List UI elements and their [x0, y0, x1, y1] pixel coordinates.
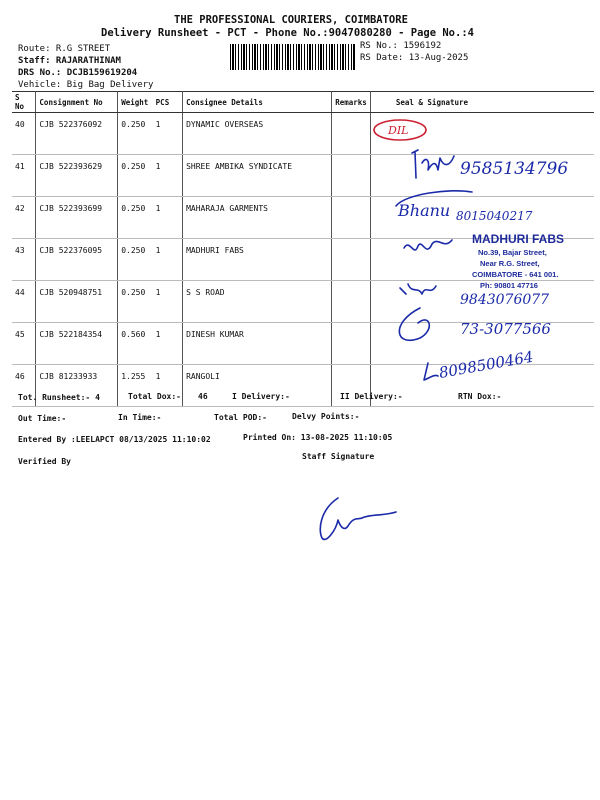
delvy-points-label: Delvy Points:- — [292, 412, 360, 421]
cell-sno: 46 — [12, 365, 36, 407]
row45-phone: 73-3077566 — [460, 320, 551, 338]
cell-sno: 41 — [12, 155, 36, 197]
scribble-signature-icon — [424, 363, 438, 380]
cell-consignee: MADHURI FABS — [183, 239, 332, 281]
verified-by-label: Verified By — [18, 457, 71, 466]
company-name: THE PROFESSIONAL COURIERS, COIMBATORE — [174, 14, 408, 26]
cell-sno: 45 — [12, 323, 36, 365]
scribble-signature-icon — [404, 240, 452, 250]
stamp-line1: No.39, Bajar Street, — [478, 248, 547, 257]
barcode-image — [230, 44, 356, 70]
signature-overlay — [360, 108, 600, 393]
cell-consignment: CJB 522184354 — [36, 323, 118, 365]
cell-pcs: 1 — [153, 197, 183, 239]
cell-weight: 1.255 — [118, 365, 153, 407]
stamp-phone: Ph: 90801 47716 — [480, 281, 538, 290]
col-pcs: PCS — [153, 92, 183, 113]
cell-weight: 0.250 — [118, 113, 153, 155]
stamp-line3: COIMBATORE - 641 001. — [472, 270, 559, 279]
cell-consignment: CJB 522376095 — [36, 239, 118, 281]
cell-consignee: MAHARAJA GARMENTS — [183, 197, 332, 239]
row46-signature — [424, 348, 535, 382]
cell-weight: 0.560 — [118, 323, 153, 365]
out-time-label: Out Time:- — [18, 414, 67, 423]
cell-pcs: 1 — [153, 239, 183, 281]
i-delivery-label: I Delivery:- — [232, 392, 290, 401]
entered-by: Entered By :LEELAPCT 08/13/2025 11:10:02 — [18, 435, 211, 444]
row44-phone: 9843076077 — [460, 292, 550, 308]
cell-consignment: CJB 522376092 — [36, 113, 118, 155]
staff-signature-image — [300, 490, 420, 550]
printed-on: Printed On: 13-08-2025 11:10:05 — [243, 433, 393, 442]
cell-weight: 0.250 — [118, 155, 153, 197]
col-sno: S No — [12, 92, 36, 113]
staff-label: Staff: RAJARATHINAM — [18, 56, 121, 66]
col-weight: Weight — [118, 92, 153, 113]
col-consignee: Consignee Details — [183, 92, 332, 113]
cell-weight: 0.250 — [118, 239, 153, 281]
in-time-label: In Time:- — [118, 413, 162, 422]
staff-signature-label: Staff Signature — [302, 452, 375, 461]
row41-phone: 9585134796 — [460, 159, 569, 179]
rtn-dox-label: RTN Dox:- — [458, 392, 502, 401]
row40-initials: DIL — [388, 124, 409, 137]
row42-signature — [396, 191, 533, 223]
col-seal-signature: Seal & Signature — [370, 92, 594, 113]
cell-pcs: 1 — [153, 281, 183, 323]
cell-pcs: 1 — [153, 155, 183, 197]
row40-signature — [374, 120, 426, 140]
stamp-name: MADHURI FABS — [472, 232, 564, 246]
staff-signature-icon — [320, 498, 396, 539]
rs-number: RS No.: 1596192 — [360, 41, 442, 51]
row41-signature — [412, 150, 568, 179]
row46-phone: 8098500464 — [437, 347, 535, 382]
stamp-line2: Near R.G. Street, — [480, 259, 540, 268]
cell-sno: 42 — [12, 197, 36, 239]
col-remarks: Remarks — [332, 92, 371, 113]
total-dox-label: Total Dox:- — [128, 392, 181, 401]
cell-consignment: CJB 81233933 — [36, 365, 118, 407]
cell-weight: 0.250 — [118, 281, 153, 323]
cell-consignment: CJB 520948751 — [36, 281, 118, 323]
cell-sno: 44 — [12, 281, 36, 323]
drs-number: DRS No.: DCJB159619204 — [18, 68, 138, 78]
cell-consignee: S S ROAD — [183, 281, 332, 323]
ii-delivery-label: II Delivery:- — [340, 392, 403, 401]
scribble-signature-icon — [400, 284, 436, 294]
loop-signature-icon — [399, 308, 429, 340]
cell-pcs: 1 — [153, 113, 183, 155]
total-pod-label: Total POD:- — [214, 413, 267, 422]
cell-consignee: SHREE AMBIKA SYNDICATE — [183, 155, 332, 197]
col-consignment: Consignment No — [36, 92, 118, 113]
cell-sno: 43 — [12, 239, 36, 281]
tot-runsheet: Tot. Runsheet:- 4 — [18, 393, 100, 402]
cell-consignment: CJB 522393629 — [36, 155, 118, 197]
row45-signature — [399, 308, 551, 340]
total-dox-value: 46 — [198, 392, 208, 401]
rs-date: RS Date: 13-Aug-2025 — [360, 53, 469, 63]
cell-sno: 40 — [12, 113, 36, 155]
cell-pcs: 1 — [153, 365, 183, 407]
row43-stamp — [404, 232, 564, 290]
cell-consignment: CJB 522393699 — [36, 197, 118, 239]
cell-pcs: 1 — [153, 323, 183, 365]
scribble-signature-icon — [412, 150, 454, 178]
vehicle-label: Vehicle: Big Bag Delivery — [18, 80, 154, 90]
cell-consignee: RANGOLI — [183, 365, 332, 407]
cell-weight: 0.250 — [118, 197, 153, 239]
row42-name: Bhanu — [398, 201, 451, 220]
runsheet-subtitle: Delivery Runsheet - PCT - Phone No.:9047080280 - Page No.:4 — [101, 27, 474, 39]
route-label: Route: R.G STREET — [18, 44, 111, 54]
row42-phone: 8015040217 — [456, 209, 533, 223]
cell-consignee: DINESH KUMAR — [183, 323, 332, 365]
cell-consignee: DYNAMIC OVERSEAS — [183, 113, 332, 155]
